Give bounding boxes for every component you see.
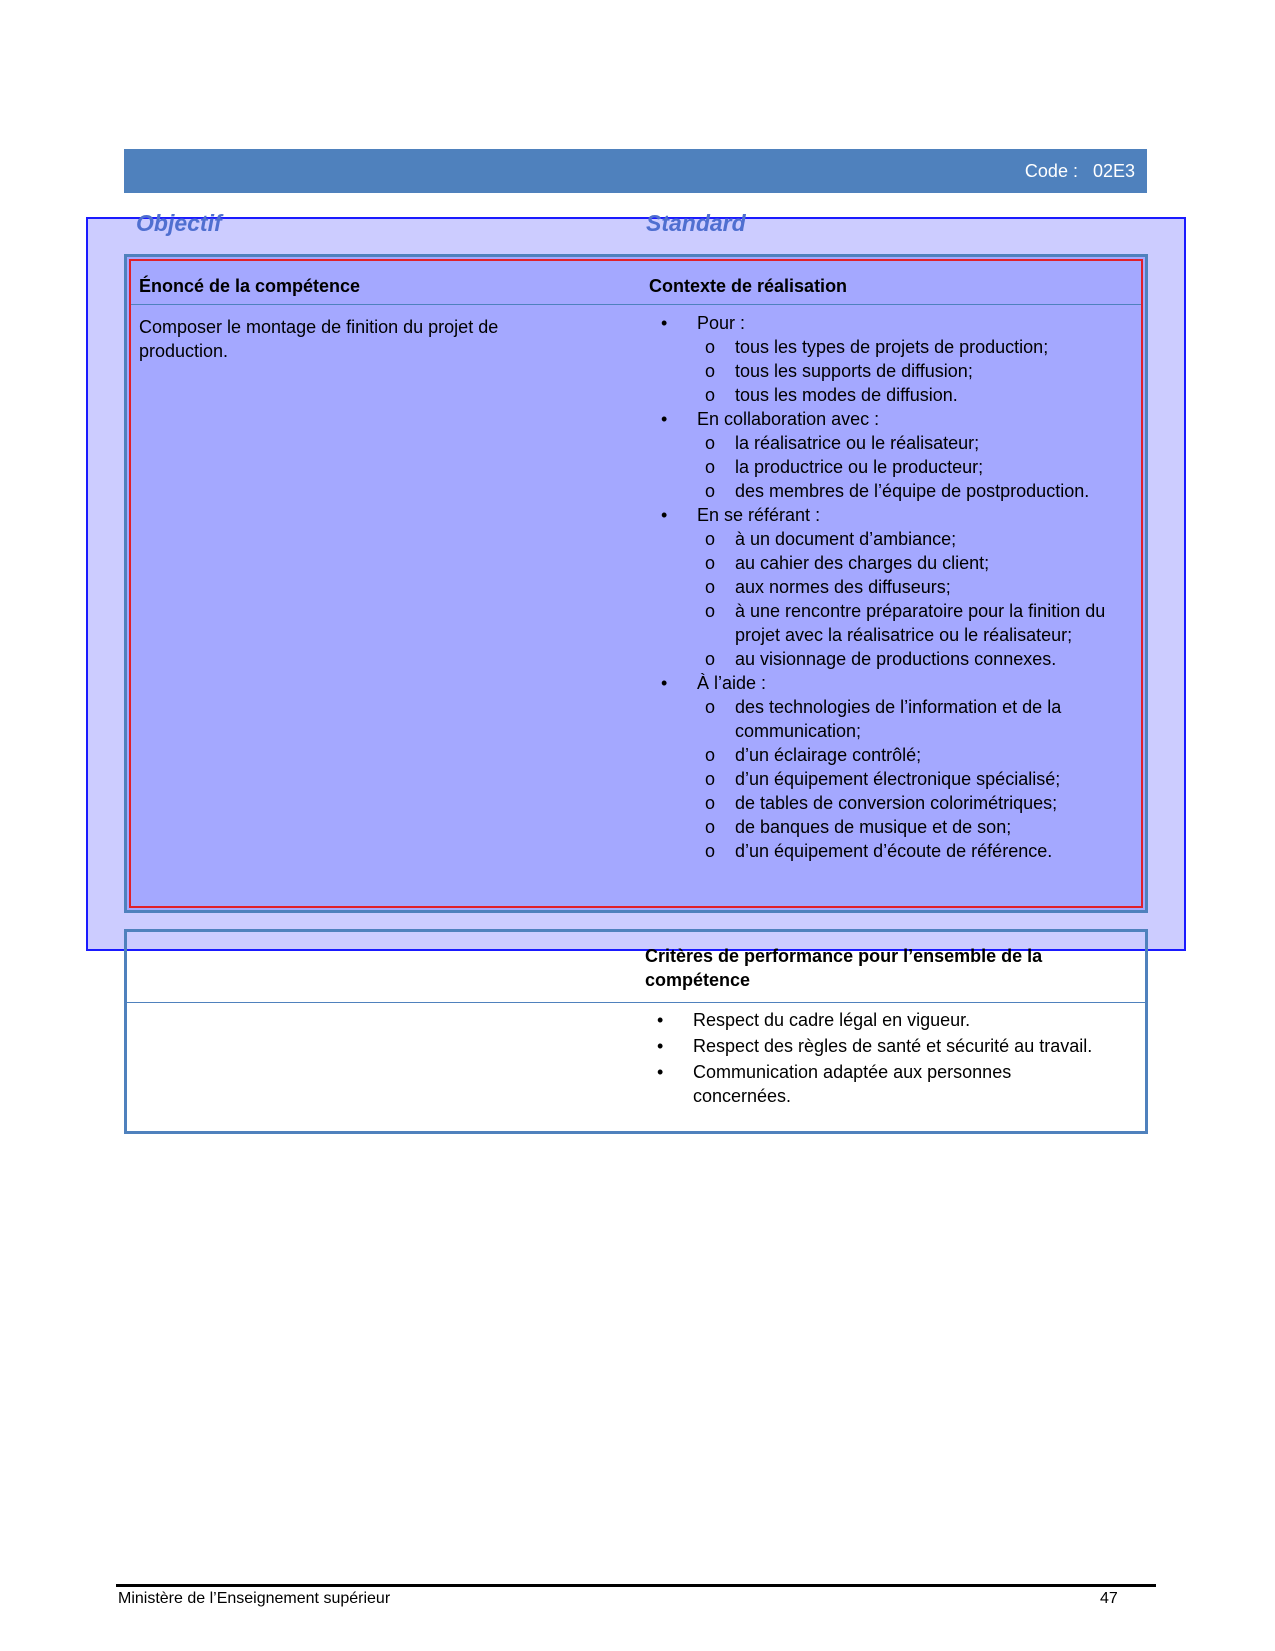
- context-item: [659, 815, 1121, 839]
- competency-table: [124, 254, 1148, 913]
- context-item-text: tous les modes de diffusion.: [735, 385, 958, 405]
- context-item-text: d’un éclairage contrôlé;: [735, 745, 922, 765]
- circle-bullet-icon: o: [705, 553, 716, 573]
- context-label-text: Pour :: [697, 313, 746, 333]
- context-item-text: tous les types de projets de production;: [735, 337, 1049, 357]
- circle-bullet-icon: o: [705, 337, 716, 357]
- code-bar: [124, 149, 1147, 193]
- competency-table-inner: [129, 259, 1143, 908]
- context-item: [659, 455, 1121, 479]
- context-item: [659, 551, 1121, 575]
- context-item: [659, 767, 1121, 791]
- context-group-label: [659, 671, 1121, 695]
- competency-statement: Composer le montage de finition du projet de production.: [139, 317, 499, 361]
- criteria-divider: [127, 1002, 1145, 1003]
- circle-bullet-icon: o: [705, 481, 716, 501]
- circle-bullet-icon: o: [705, 697, 716, 717]
- bullet-icon: •: [661, 409, 668, 429]
- footer-ministry: Ministère de l’Enseignement supérieur: [118, 1590, 391, 1607]
- context-group: [659, 503, 1121, 671]
- criterion-text: Respect des règles de santé et sécurité au travail.: [693, 1036, 1093, 1056]
- context-group-label: [659, 407, 1121, 431]
- context-label-text: En se référant :: [697, 505, 821, 525]
- context-item-text: à une rencontre préparatoire pour la finition du projet avec la réalisatrice ou le réalisateur;: [735, 601, 1106, 645]
- circle-bullet-icon: o: [705, 649, 716, 669]
- bullet-icon: •: [657, 1062, 664, 1082]
- context-item: [659, 575, 1121, 599]
- heading-standard: Standard: [646, 210, 746, 236]
- criterion-text: Respect du cadre légal en vigueur.: [693, 1010, 971, 1030]
- column-header-enonce: Énoncé de la compétence: [139, 276, 361, 296]
- context-group: [659, 407, 1121, 503]
- circle-bullet-icon: o: [705, 769, 716, 789]
- circle-bullet-icon: o: [705, 433, 716, 453]
- bullet-icon: •: [657, 1010, 664, 1030]
- competency-code: Code : 02E3: [1024, 161, 1135, 181]
- context-item-text: à un document d’ambiance;: [735, 529, 957, 549]
- circle-bullet-icon: o: [705, 457, 716, 477]
- circle-bullet-icon: o: [705, 601, 716, 621]
- circle-bullet-icon: o: [705, 793, 716, 813]
- context-item-text: des membres de l’équipe de postproduction.: [735, 481, 1090, 501]
- criterion-text: Communication adaptée aux personnes concernées.: [693, 1062, 1012, 1106]
- context-group: [659, 671, 1121, 863]
- context-item: [659, 527, 1121, 551]
- criterion-item: [655, 1060, 1105, 1108]
- context-item: [659, 335, 1121, 359]
- circle-bullet-icon: o: [705, 841, 716, 861]
- header-divider: [131, 304, 1141, 305]
- circle-bullet-icon: o: [705, 361, 716, 381]
- context-item: [659, 383, 1121, 407]
- footer-rule: [116, 1584, 1156, 1587]
- context-item-text: d’un équipement électronique spécialisé;: [735, 769, 1061, 789]
- context-item: [659, 359, 1121, 383]
- context-group-label: [659, 311, 1121, 335]
- column-header-contexte: Contexte de réalisation: [649, 276, 848, 296]
- context-group: [659, 311, 1121, 407]
- context-list: [659, 311, 1121, 863]
- context-item-text: des technologies de l’information et de la communication;: [735, 697, 1062, 741]
- context-item: [659, 479, 1121, 503]
- bullet-icon: •: [661, 313, 668, 333]
- context-group-label: [659, 503, 1121, 527]
- context-item-text: de banques de musique et de son;: [735, 817, 1012, 837]
- context-item-text: tous les supports de diffusion;: [735, 361, 973, 381]
- context-item-text: la réalisatrice ou le réalisateur;: [735, 433, 980, 453]
- circle-bullet-icon: o: [705, 817, 716, 837]
- context-item-text: au visionnage de productions connexes.: [735, 649, 1057, 669]
- context-item: [659, 647, 1121, 671]
- context-item: [659, 743, 1121, 767]
- context-item-text: la productrice ou le producteur;: [735, 457, 984, 477]
- bullet-icon: •: [661, 673, 668, 693]
- context-item-text: aux normes des diffuseurs;: [735, 577, 951, 597]
- criterion-item: [655, 1008, 1105, 1032]
- criteria-heading: Critères de performance pour l’ensemble de la compétence: [645, 946, 1043, 990]
- context-label-text: À l’aide :: [697, 673, 767, 693]
- bullet-icon: •: [661, 505, 668, 525]
- context-label-text: En collaboration avec :: [697, 409, 880, 429]
- circle-bullet-icon: o: [705, 745, 716, 765]
- context-item: [659, 695, 1121, 743]
- context-item: [659, 431, 1121, 455]
- heading-objectif: Objectif: [136, 210, 222, 236]
- context-item-text: de tables de conversion colorimétriques;: [735, 793, 1058, 813]
- criteria-list: [655, 1008, 1105, 1110]
- context-item-text: d’un équipement d’écoute de référence.: [735, 841, 1053, 861]
- circle-bullet-icon: o: [705, 529, 716, 549]
- performance-criteria-table: [124, 929, 1148, 1134]
- bullet-icon: •: [657, 1036, 664, 1056]
- context-item: [659, 839, 1121, 863]
- circle-bullet-icon: o: [705, 577, 716, 597]
- page-number: 47: [1100, 1590, 1118, 1607]
- context-item: [659, 791, 1121, 815]
- context-item-text: au cahier des charges du client;: [735, 553, 990, 573]
- context-item: [659, 599, 1121, 647]
- circle-bullet-icon: o: [705, 385, 716, 405]
- criterion-item: [655, 1034, 1105, 1058]
